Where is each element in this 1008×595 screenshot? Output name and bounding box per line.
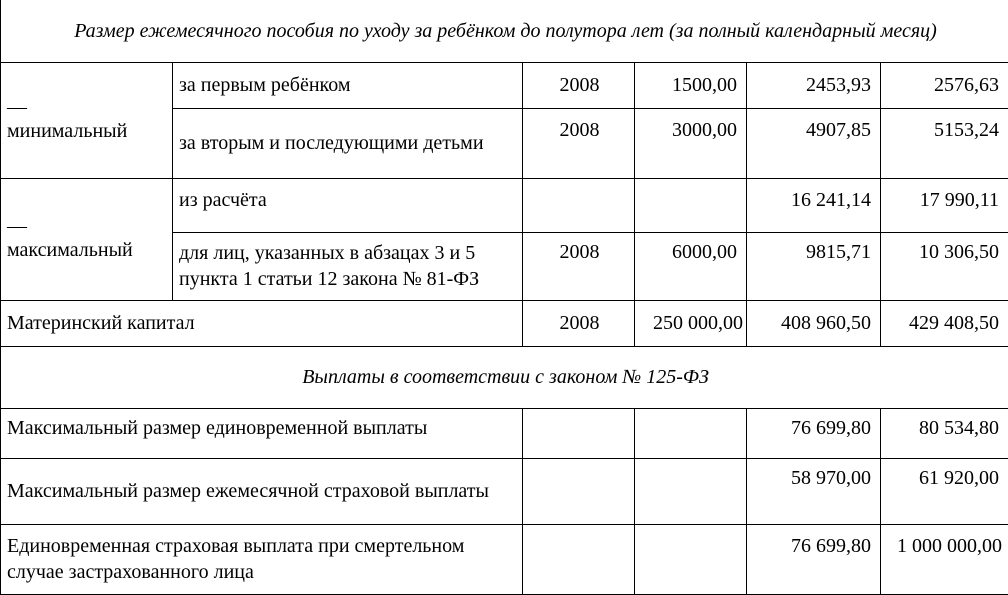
dash-mark: —: [7, 96, 168, 118]
empty-cell: [635, 458, 747, 524]
group-label-max: [1, 178, 173, 300]
row-value-1: 9815,71: [747, 232, 881, 300]
payment-value-1: 76 699,80: [747, 408, 881, 458]
empty-cell: [523, 408, 635, 458]
table-row: [1, 62, 1008, 108]
row-description: за вторым и последующими детьми: [173, 108, 523, 178]
row-description: из расчёта: [173, 178, 523, 232]
payment-value-2: 61 920,00: [881, 458, 1008, 524]
section-title-payments: Выплаты в соответствии с законом № 125-ФЗ: [1, 346, 1008, 408]
row-value-1: 16 241,14: [747, 178, 881, 232]
group-label-text: максимальный: [7, 239, 133, 261]
group-label-text: минимальный: [7, 120, 127, 142]
table-row: [1, 458, 1008, 524]
table-row: [1, 178, 1008, 232]
payment-label: Максимальный размер ежемесячной страховой выплаты: [1, 458, 523, 524]
row-base: 6000,00: [635, 232, 747, 300]
empty-cell: [523, 458, 635, 524]
group-label-min: [1, 62, 173, 178]
row-description: для лиц, указанных в абзацах 3 и 5 пункта 1 статьи 12 закона № 81-ФЗ: [173, 232, 523, 300]
section-header-row: [1, 0, 1008, 62]
empty-cell: [635, 524, 747, 594]
table-row: [1, 524, 1008, 594]
row-year: 2008: [523, 232, 635, 300]
row-base: [635, 178, 747, 232]
empty-cell: [635, 408, 747, 458]
row-value-2: 10 306,50: [881, 232, 1008, 300]
row-year: [523, 178, 635, 232]
row-year: 2008: [523, 108, 635, 178]
section-title-childcare: Размер ежемесячного пособия по уходу за ребёнком до полутора лет (за полный календарный месяц): [1, 0, 1008, 62]
capital-base: 250 000,00: [635, 300, 747, 346]
row-base: 1500,00: [635, 62, 747, 108]
payment-value-1: 76 699,80: [747, 524, 881, 594]
row-value-1: 4907,85: [747, 108, 881, 178]
table-row: [1, 408, 1008, 458]
row-year: 2008: [523, 62, 635, 108]
dash-mark: —: [7, 215, 168, 237]
empty-cell: [523, 524, 635, 594]
capital-value-2: 429 408,50: [881, 300, 1008, 346]
payment-label: Максимальный размер единовременной выплаты: [1, 408, 523, 458]
capital-value-1: 408 960,50: [747, 300, 881, 346]
row-description: за первым ребёнком: [173, 62, 523, 108]
payment-value-2: 80 534,80: [881, 408, 1008, 458]
row-value-2: 5153,24: [881, 108, 1008, 178]
capital-year: 2008: [523, 300, 635, 346]
row-value-1: 2453,93: [747, 62, 881, 108]
payment-value-2: 1 000 000,00: [881, 524, 1008, 594]
payment-value-1: 58 970,00: [747, 458, 881, 524]
table-row: [1, 300, 1008, 346]
payment-label: Единовременная страховая выплата при смертельном случае застрахованного лица: [1, 524, 523, 594]
row-value-2: 17 990,11: [881, 178, 1008, 232]
section-header-row: [1, 346, 1008, 408]
row-value-2: 2576,63: [881, 62, 1008, 108]
row-base: 3000,00: [635, 108, 747, 178]
capital-label: Материнский капитал: [1, 300, 523, 346]
